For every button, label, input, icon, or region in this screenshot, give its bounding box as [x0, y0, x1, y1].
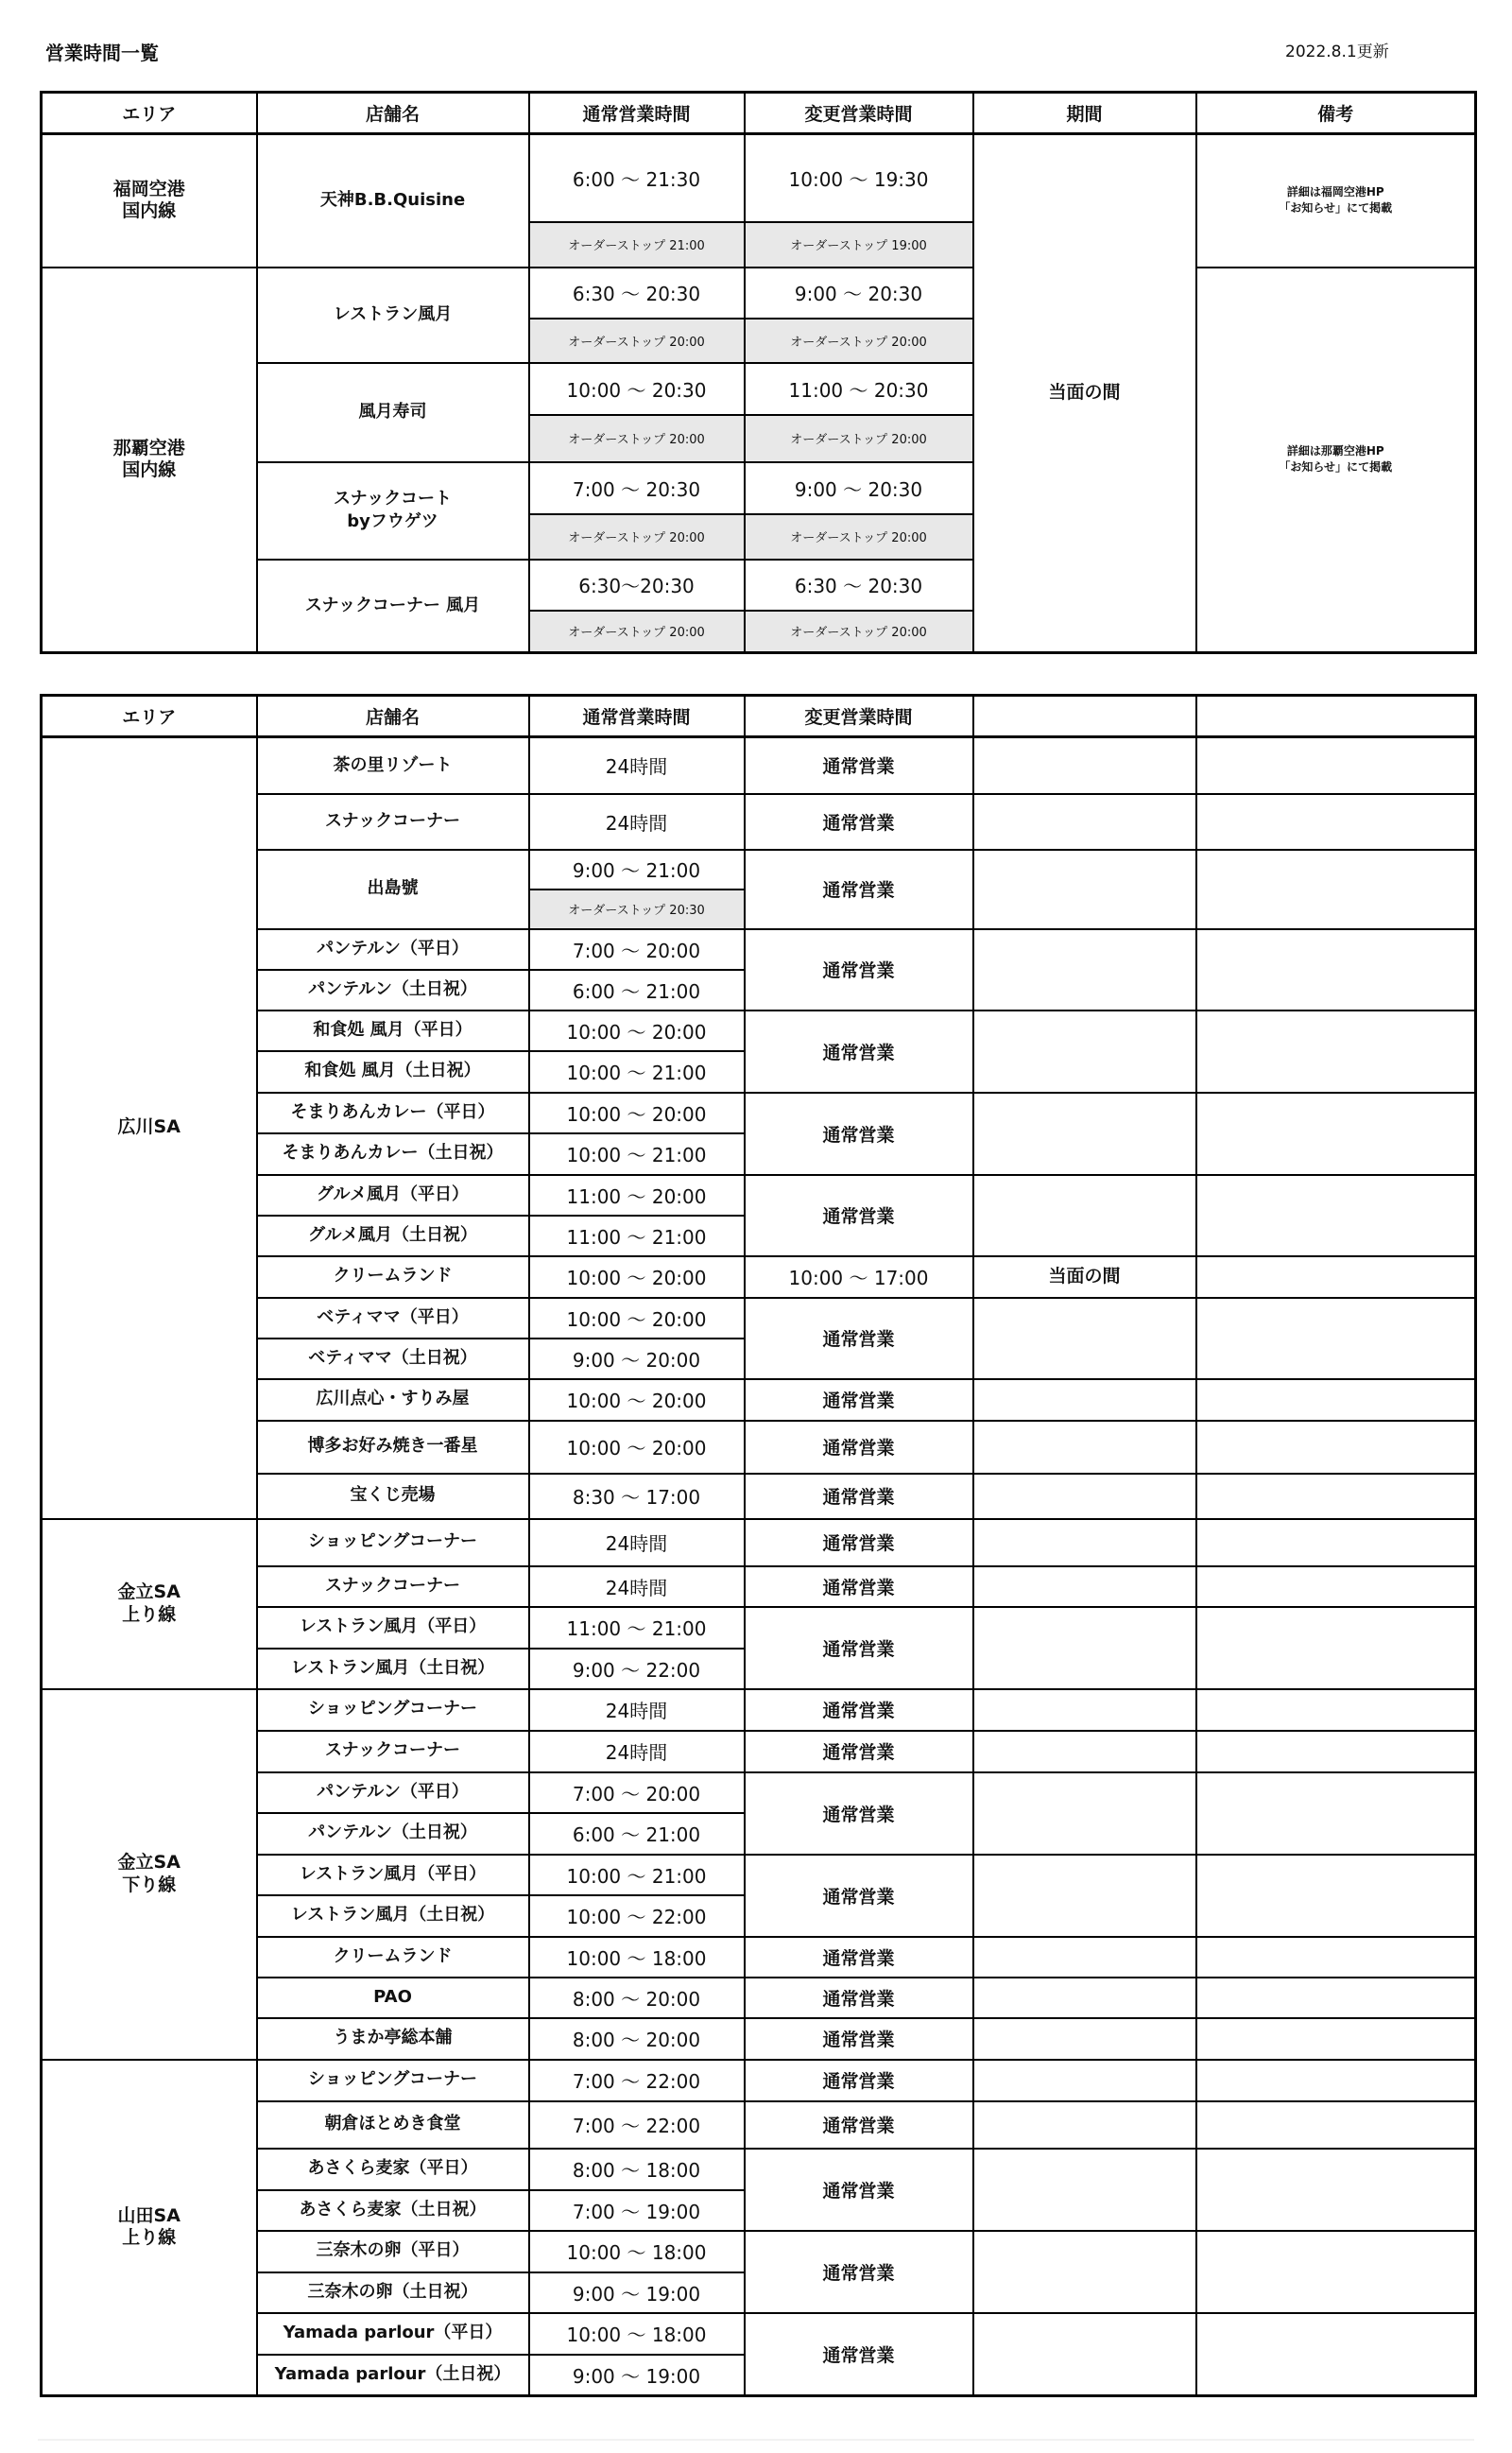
changed-hours: 通常営業 [745, 850, 973, 929]
store-name: 和食処 風月（土日祝） [257, 1051, 529, 1093]
table-row [42, 1421, 1476, 1474]
table-row [42, 1256, 1476, 1298]
normal-hours: 24時間 [529, 1689, 745, 1731]
changed-hours: 9:00 ～ 20:30 [745, 268, 973, 319]
table-row [42, 850, 1476, 890]
remarks-cell [1196, 1937, 1476, 1978]
store-name: スナックコーナー [257, 1566, 529, 1607]
normal-hours: 10:00 ～ 20:00 [529, 1256, 745, 1298]
store-name: Yamada parlour（土日祝） [257, 2355, 529, 2396]
changed-hours: 通常営業 [745, 2231, 973, 2313]
remarks-cell [1196, 2101, 1476, 2149]
changed-hours: 通常営業 [745, 1689, 973, 1731]
table-row [42, 1093, 1476, 1133]
normal-hours: 8:30 ～ 17:00 [529, 1474, 745, 1519]
normal-hours: 10:00 ～ 20:30 [529, 363, 745, 415]
header-remarks: 備考 [1196, 93, 1476, 134]
changed-hours: 通常営業 [745, 1093, 973, 1175]
period-cell [973, 2101, 1196, 2149]
period-cell [973, 929, 1196, 1011]
store-name: パンテルン（土日祝） [257, 1813, 529, 1855]
table-row [42, 1689, 1476, 1731]
normal-hours: 9:00 ～ 22:00 [529, 1649, 745, 1689]
order-stop-normal: オーダーストップ 20:00 [529, 415, 745, 462]
store-name: そまりあんカレー（土日祝） [257, 1133, 529, 1175]
store-name: パンテルン（平日） [257, 929, 529, 970]
normal-hours: 10:00 ～ 18:00 [529, 1937, 745, 1978]
normal-hours: 24時間 [529, 1566, 745, 1607]
header-normal-hours: 通常営業時間 [529, 696, 745, 737]
changed-hours: 通常営業 [745, 1607, 973, 1689]
remarks-cell [1196, 1772, 1476, 1855]
area-cell: 金立SA 下り線 [42, 1689, 257, 2060]
store-name: 天神B.B.Quisine [257, 134, 529, 268]
normal-hours: 10:00 ～ 18:00 [529, 2313, 745, 2355]
order-stop-normal: オーダーストップ 21:00 [529, 222, 745, 268]
normal-hours: 11:00 ～ 20:00 [529, 1175, 745, 1216]
period-cell [973, 1519, 1196, 1566]
remarks-cell [1196, 1566, 1476, 1607]
normal-hours: 8:00 ～ 20:00 [529, 2018, 745, 2060]
table-row [42, 2313, 1476, 2355]
normal-hours: 10:00 ～ 20:00 [529, 1093, 745, 1133]
changed-hours: 10:00 ～ 17:00 [745, 1256, 973, 1298]
service-area-hours-table [40, 694, 1477, 2397]
store-name: Yamada parlour（平日） [257, 2313, 529, 2355]
header-changed-hours: 変更営業時間 [745, 93, 973, 134]
period-cell [973, 1421, 1196, 1474]
period-cell [973, 1298, 1196, 1379]
normal-hours: 24時間 [529, 1519, 745, 1566]
changed-hours: 11:00 ～ 20:30 [745, 363, 973, 415]
remarks-cell [1196, 1175, 1476, 1256]
remarks-cell [1196, 1379, 1476, 1421]
header-area: エリア [42, 696, 257, 737]
normal-hours: 11:00 ～ 21:00 [529, 1216, 745, 1256]
period-cell [973, 1937, 1196, 1978]
normal-hours: 7:00 ～ 20:00 [529, 929, 745, 970]
remarks-cell [1196, 1607, 1476, 1689]
table-row [42, 1855, 1476, 1895]
remarks-cell [1196, 1474, 1476, 1519]
remarks-cell [1196, 850, 1476, 929]
store-name: スナックコート byフウゲツ [257, 462, 529, 560]
remarks-cell [1196, 1978, 1476, 2018]
period-cell [973, 1566, 1196, 1607]
normal-hours: 7:00 ～ 19:00 [529, 2190, 745, 2231]
table-row [42, 2101, 1476, 2149]
period-cell [973, 1772, 1196, 1855]
order-stop-normal: オーダーストップ 20:00 [529, 514, 745, 560]
airport-hours-table [40, 91, 1477, 654]
changed-hours: 9:00 ～ 20:30 [745, 462, 973, 514]
normal-hours: 10:00 ～ 21:00 [529, 1133, 745, 1175]
normal-hours: 11:00 ～ 21:00 [529, 1607, 745, 1649]
store-name: 博多お好み焼き一番星 [257, 1421, 529, 1474]
table-row [42, 1937, 1476, 1978]
store-name: 和食処 風月（平日） [257, 1011, 529, 1051]
table-row [42, 2018, 1476, 2060]
normal-hours: 10:00 ～ 20:00 [529, 1421, 745, 1474]
changed-hours: 通常営業 [745, 737, 973, 794]
normal-hours: 6:00 ～ 21:00 [529, 970, 745, 1011]
order-stop-changed: オーダーストップ 20:00 [745, 611, 973, 653]
table-row [42, 929, 1476, 970]
changed-hours: 通常営業 [745, 2018, 973, 2060]
header-blank-1 [973, 696, 1196, 737]
changed-hours: 6:30 ～ 20:30 [745, 560, 973, 611]
period-cell [973, 1474, 1196, 1519]
changed-hours: 通常営業 [745, 1566, 973, 1607]
changed-hours: 通常営業 [745, 2060, 973, 2101]
store-name: レストラン風月（土日祝） [257, 1895, 529, 1937]
order-stop-changed: オーダーストップ 20:00 [745, 319, 973, 363]
remarks-cell [1196, 2313, 1476, 2396]
period-cell [973, 1175, 1196, 1256]
normal-hours: 8:00 ～ 20:00 [529, 1978, 745, 2018]
period-cell [973, 1978, 1196, 2018]
order-stop-changed: オーダーストップ 19:00 [745, 222, 973, 268]
remarks-cell [1196, 1298, 1476, 1379]
store-name: そまりあんカレー（平日） [257, 1093, 529, 1133]
changed-hours: 通常営業 [745, 1175, 973, 1256]
period-cell: 当面の間 [973, 1256, 1196, 1298]
normal-hours: 10:00 ～ 20:00 [529, 1298, 745, 1339]
remarks-cell [1196, 794, 1476, 850]
normal-hours: 7:00 ～ 22:00 [529, 2101, 745, 2149]
normal-hours: 9:00 ～ 21:00 [529, 850, 745, 890]
store-name: グルメ風月（土日祝） [257, 1216, 529, 1256]
remarks-cell [1196, 1011, 1476, 1093]
period-cell [973, 1731, 1196, 1772]
period-cell [973, 2313, 1196, 2396]
normal-hours: 9:00 ～ 19:00 [529, 2355, 745, 2396]
store-name: レストラン風月 [257, 268, 529, 363]
period-cell [973, 2018, 1196, 2060]
changed-hours: 通常営業 [745, 1379, 973, 1421]
order-stop-changed: オーダーストップ 20:00 [745, 514, 973, 560]
store-name: 風月寿司 [257, 363, 529, 462]
normal-hours: 9:00 ～ 20:00 [529, 1339, 745, 1379]
store-name: あさくら麦家（平日） [257, 2149, 529, 2190]
changed-hours: 通常営業 [745, 1731, 973, 1772]
store-name: パンテルン（平日） [257, 1772, 529, 1813]
remarks-cell [1196, 1421, 1476, 1474]
changed-hours: 通常営業 [745, 1978, 973, 2018]
store-name: クリームランド [257, 1937, 529, 1978]
normal-hours: 6:00 ～ 21:30 [529, 134, 745, 222]
area-cell: 那覇空港 国内線 [42, 268, 257, 653]
table-row [42, 794, 1476, 850]
table-row [42, 1772, 1476, 1813]
store-name: レストラン風月（平日） [257, 1855, 529, 1895]
remarks-cell [1196, 2018, 1476, 2060]
store-name: スナックコーナー [257, 794, 529, 850]
remarks-cell [1196, 1689, 1476, 1731]
table-row [42, 2060, 1476, 2101]
normal-hours: 10:00 ～ 20:00 [529, 1379, 745, 1421]
changed-hours: 通常営業 [745, 1772, 973, 1855]
header-store: 店舗名 [257, 696, 529, 737]
header-normal-hours: 通常営業時間 [529, 93, 745, 134]
page-title: 営業時間一覧 [45, 42, 159, 64]
normal-hours: 6:00 ～ 21:00 [529, 1813, 745, 1855]
normal-hours: 6:30～20:30 [529, 560, 745, 611]
normal-hours: 24時間 [529, 1731, 745, 1772]
table-row [42, 1298, 1476, 1339]
header-changed-hours: 変更営業時間 [745, 696, 973, 737]
period-cell [973, 2060, 1196, 2101]
order-stop-changed: オーダーストップ 20:00 [745, 415, 973, 462]
table-row [42, 1175, 1476, 1216]
store-name: 三奈木の卵（土日祝） [257, 2272, 529, 2313]
page-bottom-edge [38, 2439, 1474, 2441]
changed-hours: 通常営業 [745, 1855, 973, 1937]
store-name: 三奈木の卵（平日） [257, 2231, 529, 2272]
table-row [42, 2231, 1476, 2272]
table-row [42, 1607, 1476, 1649]
store-name: 広川点心・すりみ屋 [257, 1379, 529, 1421]
normal-hours: 10:00 ～ 18:00 [529, 2231, 745, 2272]
table-row [42, 1519, 1476, 1566]
header-blank-2 [1196, 696, 1476, 737]
header-area: エリア [42, 93, 257, 134]
normal-hours: 8:00 ～ 18:00 [529, 2149, 745, 2190]
changed-hours: 通常営業 [745, 1937, 973, 1978]
header-store: 店舗名 [257, 93, 529, 134]
remarks-cell [1196, 1519, 1476, 1566]
order-stop-normal: オーダーストップ 20:30 [529, 890, 745, 929]
period-cell [973, 1379, 1196, 1421]
order-stop-normal: オーダーストップ 20:00 [529, 319, 745, 363]
changed-hours: 通常営業 [745, 1519, 973, 1566]
period-cell [973, 794, 1196, 850]
table-row [42, 134, 1476, 222]
table-row [42, 1566, 1476, 1607]
remarks-cell [1196, 929, 1476, 1011]
area-cell: 山田SA 上り線 [42, 2060, 257, 2396]
normal-hours: 9:00 ～ 19:00 [529, 2272, 745, 2313]
table-row [42, 2149, 1476, 2190]
table-row [42, 1011, 1476, 1051]
store-name: レストラン風月（土日祝） [257, 1649, 529, 1689]
normal-hours: 10:00 ～ 21:00 [529, 1855, 745, 1895]
changed-hours: 通常営業 [745, 1011, 973, 1093]
area-cell: 広川SA [42, 737, 257, 1519]
remarks-cell [1196, 737, 1476, 794]
table-row [42, 1978, 1476, 2018]
changed-hours: 10:00 ～ 19:30 [745, 134, 973, 222]
header-period: 期間 [973, 93, 1196, 134]
updated-date: 2022.8.1更新 [1285, 43, 1389, 61]
area-cell: 金立SA 上り線 [42, 1519, 257, 1689]
store-name: うまか亭総本舗 [257, 2018, 529, 2060]
changed-hours: 通常営業 [745, 2313, 973, 2396]
store-name: ショッピングコーナー [257, 2060, 529, 2101]
store-name: 宝くじ売場 [257, 1474, 529, 1519]
store-name: PAO [257, 1978, 529, 2018]
period-cell [973, 850, 1196, 929]
changed-hours: 通常営業 [745, 929, 973, 1011]
period-cell [973, 1093, 1196, 1175]
changed-hours: 通常営業 [745, 2101, 973, 2149]
store-name: クリームランド [257, 1256, 529, 1298]
store-name: あさくら麦家（土日祝） [257, 2190, 529, 2231]
order-stop-normal: オーダーストップ 20:00 [529, 611, 745, 653]
table-row [42, 737, 1476, 794]
table-row [42, 1379, 1476, 1421]
normal-hours: 10:00 ～ 20:00 [529, 1011, 745, 1051]
remarks-cell [1196, 1731, 1476, 1772]
changed-hours: 通常営業 [745, 1298, 973, 1379]
remarks-cell: 詳細は福岡空港HP 「お知らせ」にて掲載 [1196, 134, 1476, 268]
store-name: パンテルン（土日祝） [257, 970, 529, 1011]
normal-hours: 10:00 ～ 22:00 [529, 1895, 745, 1937]
period-cell [973, 2231, 1196, 2313]
remarks-cell [1196, 2149, 1476, 2231]
store-name: スナックコーナー [257, 1731, 529, 1772]
store-name: レストラン風月（平日） [257, 1607, 529, 1649]
table-row [42, 1474, 1476, 1519]
store-name: ベティママ（平日） [257, 1298, 529, 1339]
store-name: 茶の里リゾート [257, 737, 529, 794]
store-name: 朝倉ほとめき食堂 [257, 2101, 529, 2149]
store-name: 出島號 [257, 850, 529, 929]
normal-hours: 24時間 [529, 794, 745, 850]
table-row [42, 1731, 1476, 1772]
store-name: スナックコーナー 風月 [257, 560, 529, 653]
normal-hours: 10:00 ～ 21:00 [529, 1051, 745, 1093]
store-name: ショッピングコーナー [257, 1689, 529, 1731]
changed-hours: 通常営業 [745, 1421, 973, 1474]
normal-hours: 24時間 [529, 737, 745, 794]
table-header-row [42, 93, 1476, 134]
remarks-cell [1196, 1093, 1476, 1175]
changed-hours: 通常営業 [745, 2149, 973, 2231]
remarks-cell [1196, 1256, 1476, 1298]
normal-hours: 7:00 ～ 22:00 [529, 2060, 745, 2101]
remarks-cell [1196, 2231, 1476, 2313]
period-cell [973, 1855, 1196, 1937]
table-header-row [42, 696, 1476, 737]
changed-hours: 通常営業 [745, 794, 973, 850]
period-cell [973, 2149, 1196, 2231]
area-cell: 福岡空港 国内線 [42, 134, 257, 268]
normal-hours: 6:30 ～ 20:30 [529, 268, 745, 319]
period-cell [973, 1689, 1196, 1731]
store-name: グルメ風月（平日） [257, 1175, 529, 1216]
store-name: ショッピングコーナー [257, 1519, 529, 1566]
remarks-cell [1196, 1855, 1476, 1937]
period-cell: 当面の間 [973, 134, 1196, 653]
table-row [42, 268, 1476, 319]
normal-hours: 7:00 ～ 20:30 [529, 462, 745, 514]
remarks-cell: 詳細は那覇空港HP 「お知らせ」にて掲載 [1196, 268, 1476, 653]
period-cell [973, 1011, 1196, 1093]
period-cell [973, 1607, 1196, 1689]
store-name: ベティママ（土日祝） [257, 1339, 529, 1379]
remarks-cell [1196, 2060, 1476, 2101]
changed-hours: 通常営業 [745, 1474, 973, 1519]
period-cell [973, 737, 1196, 794]
normal-hours: 7:00 ～ 20:00 [529, 1772, 745, 1813]
